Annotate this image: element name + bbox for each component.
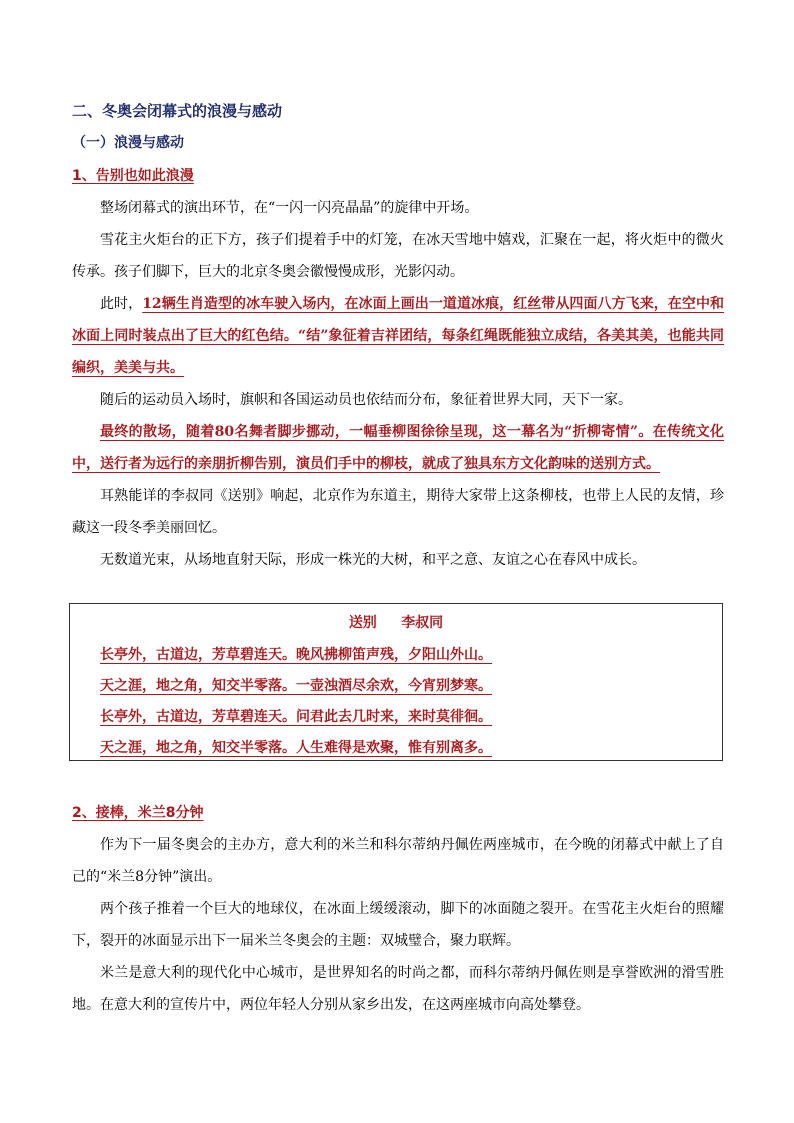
emphasis-text: 12辆生肖造型的冰车驶入场内，在冰面上画出一道道冰痕，红丝带从四面八方飞来，在空中和冰面上同时装点出了巨大的红色结。“结”象征着吉祥团结，每条红绳既能独立成结，各美其美，也能共同编织，美美与共。 <box>72 296 725 376</box>
paragraph: 无数道光束，从场地直射天际，形成一株光的大树，和平之意、友谊之心在春风中成长。 <box>100 552 646 568</box>
paragraph: 米兰是意大利的现代化中心城市，是世界知名的时尚之都，而科尔蒂纳丹佩佐则是享誉欧洲的滑雪胜地。在意大利的宣传片中，两位年轻人分别从家乡出发，在这两座城市向高处攀登。 <box>72 965 724 1013</box>
paragraph-with-emphasis <box>72 288 724 384</box>
paragraph-lead: 此时， <box>100 296 143 312</box>
paragraph: 两个孩子推着一个巨大的地球仪，在冰面上缓缓滚动，脚下的冰面随之裂开。在雪花主火炬台的照耀下，裂开的冰面显示出下一届米兰冬奥会的主题：双城璧合，聚力联辉。 <box>72 901 724 949</box>
poem-line: 长亭外，古道边，芳草碧连天。问君此去几时来，来时莫徘徊。 <box>100 709 492 725</box>
section2-title: 2、接棒，米兰8分钟 <box>72 805 204 821</box>
heading-level2: （一）浪漫与感动 <box>72 135 184 151</box>
poem-title: 送别 <box>348 615 377 631</box>
section1-title: 1、告别也如此浪漫 <box>72 168 194 184</box>
poem-line: 长亭外，古道边，芳草碧连天。晚风拂柳笛声残，夕阳山外山。 <box>100 647 492 663</box>
poem-heading <box>70 612 722 632</box>
paragraph: 随后的运动员入场时，旗帜和各国运动员也依结而分布，象征着世界大同，天下一家。 <box>100 392 632 408</box>
poem-line: 天之涯，地之角，知交半零落。一壶浊酒尽余欢，今宵别梦寒。 <box>100 678 492 694</box>
paragraph-emphasis <box>72 416 724 480</box>
poem-box <box>69 603 723 761</box>
heading-level1: 二、冬奥会闭幕式的浪漫与感动 <box>72 102 283 120</box>
emphasis-text: 最终的散场，随着80名舞者脚步挪动，一幅垂柳图徐徐呈现，这一幕名为“折柳寄情”。在传统文化中，送行者为远行的亲朋折柳告别，演员们手中的柳枝，就成了独具东方文化韵味的送别方式。 <box>72 424 724 472</box>
paragraph: 雪花主火炬台的正下方，孩子们提着手中的灯笼，在冰天雪地中嬉戏，汇聚在一起，将火炬中的微火传承。孩子们脚下，巨大的北京冬奥会徽慢慢成形，光影闪动。 <box>72 232 724 280</box>
paragraph: 作为下一届冬奥会的主办方，意大利的米兰和科尔蒂纳丹佩佐两座城市，在今晚的闭幕式中献上了自己的“米兰8分钟”演出。 <box>72 837 724 885</box>
poem-author: 李叔同 <box>401 615 444 631</box>
paragraph: 耳熟能详的李叔同《送别》响起，北京作为东道主，期待大家带上这条柳枝，也带上人民的友情，珍藏这一段冬季美丽回忆。 <box>72 488 724 536</box>
poem-line: 天之涯，地之角，知交半零落。人生难得是欢聚，惟有别离多。 <box>100 740 492 756</box>
paragraph: 整场闭幕式的演出环节，在“一闪一闪亮晶晶”的旋律中开场。 <box>100 200 479 216</box>
